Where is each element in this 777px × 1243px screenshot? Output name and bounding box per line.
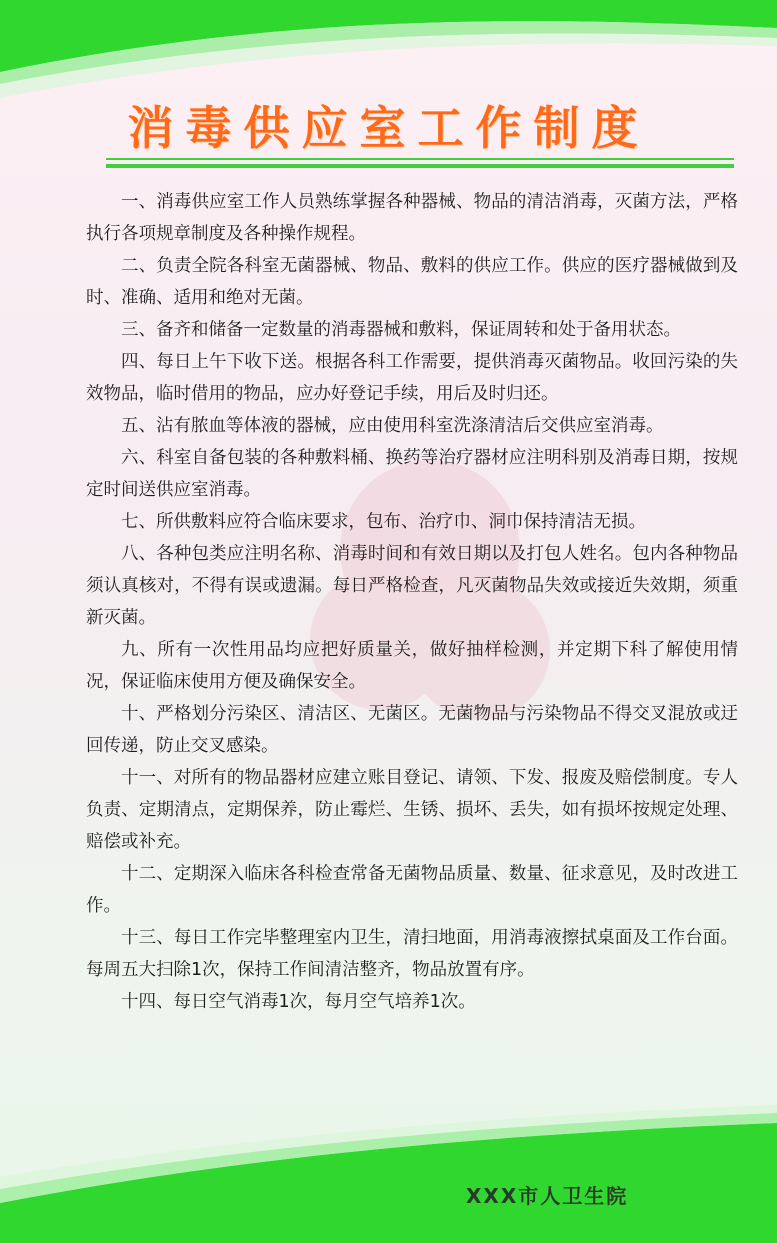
regulation-item: 三、备齐和储备一定数量的消毒器械和敷料，保证周转和处于备用状态。 <box>121 320 681 340</box>
regulation-item: 十、严格划分污染区、清洁区、无菌区。无菌物品与污染物品不得交叉混放或迂回传递，防止交叉感染。 <box>86 704 738 756</box>
title-divider-thick <box>106 164 734 168</box>
regulation-list <box>86 186 738 1018</box>
regulation-item: 十一、对所有的物品器材应建立账目登记、请领、下发、报废及赔偿制度。专人负责、定期清点，定期保养，防止霉烂、生锈、损坏、丢失，如有损坏按规定处理、赔偿或补充。 <box>86 768 738 852</box>
regulation-item: 十四、每日空气消毒1次，每月空气培养1次。 <box>121 992 476 1012</box>
regulation-item: 六、科室自备包装的各种敷料桶、换药等治疗器材应注明科别及消毒日期，按规定时间送供应室消毒。 <box>86 448 738 500</box>
regulation-item: 九、所有一次性用品均应把好质量关，做好抽样检测，并定期下科了解使用情况，保证临床使用方便及确保安全。 <box>86 640 738 692</box>
regulation-item: 十三、每日工作完毕整理室内卫生，清扫地面，用消毒液擦拭桌面及工作台面。每周五大扫除1次，保持工作间清洁整齐，物品放置有序。 <box>86 928 738 980</box>
page-title: 消毒供应室工作制度 <box>127 101 650 155</box>
regulation-item: 十二、定期深入临床各科检查常备无菌物品质量、数量、征求意见，及时改进工作。 <box>86 864 738 916</box>
regulation-item: 一、消毒供应室工作人员熟练掌握各种器械、物品的清洁消毒，灭菌方法，严格执行各项规章制度及各种操作规程。 <box>86 192 738 244</box>
regulation-item: 七、所供敷料应符合临床要求，包布、治疗巾、洞巾保持清洁无损。 <box>121 512 646 532</box>
regulation-item: 五、沾有脓血等体液的器械，应由使用科室洗涤清洁后交供应室消毒。 <box>121 416 664 436</box>
regulation-item: 四、每日上午下收下送。根据各科工作需要，提供消毒灭菌物品。收回污染的失效物品，临时借用的物品，应办好登记手续，用后及时归还。 <box>86 352 738 404</box>
hospital-signature: XXX市人卫生院 <box>466 1184 629 1208</box>
regulation-item: 二、负责全院各科室无菌器械、物品、敷料的供应工作。供应的医疗器械做到及时、准确、适用和绝对无菌。 <box>86 256 738 308</box>
bottom-green-swoosh <box>0 1093 777 1243</box>
regulation-item: 八、各种包类应注明名称、消毒时间和有效日期以及打包人姓名。包内各种物品须认真核对，不得有误或遗漏。每日严格检查，凡灭菌物品失效或接近失效期，须重新灭菌。 <box>86 544 738 628</box>
title-divider-thin <box>106 158 734 160</box>
